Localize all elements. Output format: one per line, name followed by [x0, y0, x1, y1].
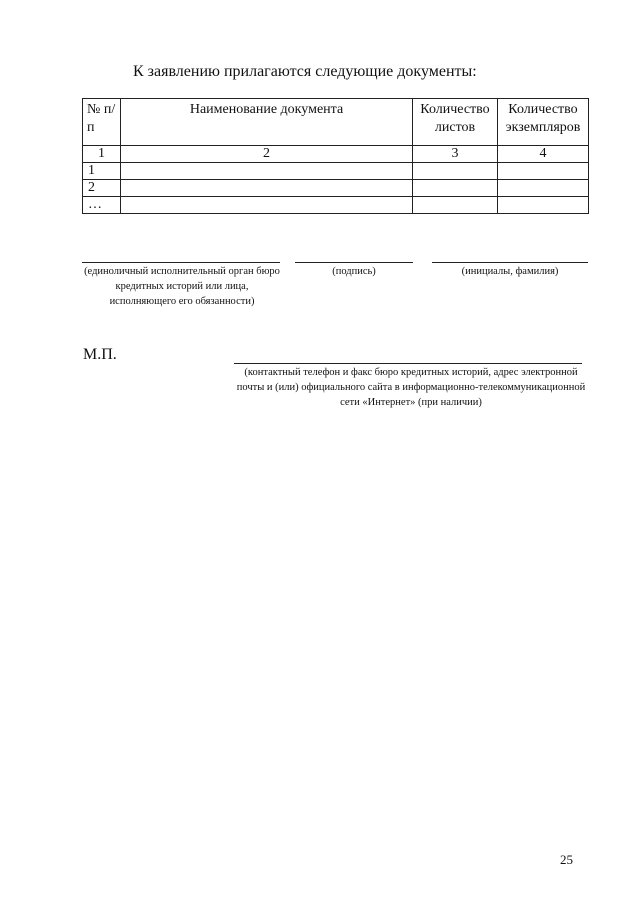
header-sheets: Количество листов: [413, 99, 498, 146]
stamp-placeholder: М.П.: [83, 346, 117, 363]
table-row: [83, 197, 589, 214]
header-document-name: Наименование документа: [121, 99, 413, 146]
row-number: 2: [83, 180, 121, 197]
contact-line: [234, 363, 582, 364]
index-cell: 2: [121, 146, 413, 163]
index-cell: 3: [413, 146, 498, 163]
documents-table: [82, 98, 589, 214]
table-cell: [121, 180, 413, 197]
page-number: 25: [560, 852, 573, 867]
row-number: …: [83, 197, 121, 214]
header-copies: Количество экземпляров: [498, 99, 589, 146]
row-number: 1: [83, 163, 121, 180]
contact-caption: (контактный телефон и факс бюро кредитных историй, адрес электронной почты и (или) официального сайта в информационно-телекоммуникационной сети «Интернет» (при наличии): [236, 367, 586, 408]
signature-line: [295, 262, 413, 263]
table-cell: [121, 197, 413, 214]
header-number: № п/п: [83, 99, 121, 146]
table-row: [83, 163, 589, 180]
table-cell: [413, 163, 498, 180]
table-cell: [498, 163, 589, 180]
organ-line: [82, 262, 280, 263]
intro-text: К заявлению прилагаются следующие документы:: [133, 63, 477, 80]
initials-line: [432, 262, 588, 263]
organ-caption: (единоличный исполнительный орган бюро кредитных историй или лица, исполняющего его обязанности): [84, 266, 280, 307]
index-cell: 1: [83, 146, 121, 163]
table-cell: [498, 180, 589, 197]
signature-caption: (подпись): [332, 266, 376, 277]
table-cell: [121, 163, 413, 180]
table-row: [83, 180, 589, 197]
index-cell: 4: [498, 146, 589, 163]
initials-caption: (инициалы, фамилия): [461, 266, 559, 277]
table-cell: [413, 197, 498, 214]
table-index-row: [83, 146, 589, 163]
table-header-row: [83, 99, 589, 146]
table-cell: [498, 197, 589, 214]
table-cell: [413, 180, 498, 197]
